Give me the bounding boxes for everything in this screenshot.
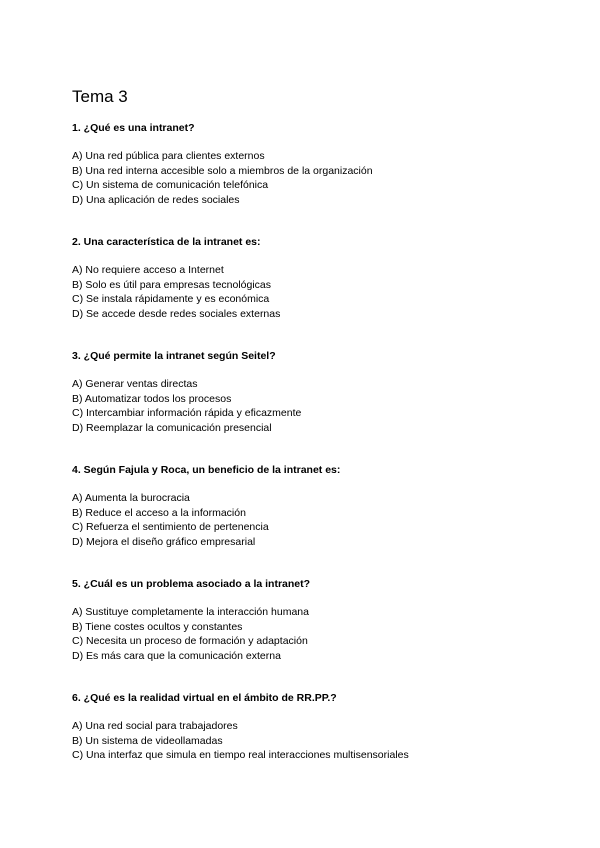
answer-options — [72, 149, 542, 208]
answer-option-d: D) Es más cara que la comunicación externa — [72, 650, 281, 663]
question-text: 4. Según Fajula y Roca, un beneficio de la intranet es: — [72, 464, 341, 476]
answer-option-a: A) Una red pública para clientes externos — [72, 150, 265, 162]
answer-option-c: C) Necesita un proceso de formación y adaptación — [72, 635, 308, 648]
answer-option-c: C) Intercambiar información rápida y eficazmente — [72, 407, 302, 420]
answer-options — [72, 605, 542, 664]
answer-option-a: A) No requiere acceso a Internet — [72, 264, 224, 276]
answer-option-c: C) Refuerza el sentimiento de pertenencia — [72, 521, 269, 534]
answer-option-b: B) Un sistema de videollamadas — [72, 734, 223, 747]
answer-options — [72, 719, 542, 763]
answer-option-a: A) Sustituye completamente la interacción humana — [72, 606, 309, 618]
question-6 — [72, 691, 542, 763]
answer-option-a: A) Generar ventas directas — [72, 378, 198, 390]
answer-option-a: A) Aumenta la burocracia — [72, 492, 190, 504]
question-3 — [72, 349, 542, 436]
question-1 — [72, 121, 542, 208]
question-2 — [72, 235, 542, 322]
page-title: Tema 3 — [72, 87, 128, 106]
question-text: 5. ¿Cuál es un problema asociado a la intranet? — [72, 578, 311, 590]
answer-option-c: C) Un sistema de comunicación telefónica — [72, 179, 269, 192]
answer-option-b: B) Automatizar todos los procesos — [72, 392, 232, 405]
answer-option-d: D) Mejora el diseño gráfico empresarial — [72, 536, 256, 549]
answer-option-b: B) Tiene costes ocultos y constantes — [72, 620, 243, 633]
question-4 — [72, 463, 542, 550]
answer-options — [72, 491, 542, 550]
answer-option-b: B) Una red interna accesible solo a miembros de la organización — [72, 164, 373, 177]
answer-option-d: D) Se accede desde redes sociales externas — [72, 308, 281, 321]
answer-option-c: C) Se instala rápidamente y es económica — [72, 293, 270, 306]
answer-option-c: C) Una interfaz que simula en tiempo real interacciones multisensoriales — [72, 749, 409, 762]
answer-option-a: A) Una red social para trabajadores — [72, 720, 238, 732]
question-text: 6. ¿Qué es la realidad virtual en el ámbito de RR.PP.? — [72, 692, 337, 704]
answer-option-d: D) Una aplicación de redes sociales — [72, 194, 240, 207]
question-text: 2. Una característica de la intranet es: — [72, 236, 261, 248]
answer-option-b: B) Reduce el acceso a la información — [72, 506, 246, 519]
answer-options — [72, 263, 542, 322]
question-text: 1. ¿Qué es una intranet? — [72, 122, 195, 134]
answer-options — [72, 377, 542, 436]
answer-option-d: D) Reemplazar la comunicación presencial — [72, 422, 272, 435]
question-text: 3. ¿Qué permite la intranet según Seitel? — [72, 350, 276, 362]
question-5 — [72, 577, 542, 664]
answer-option-b: B) Solo es útil para empresas tecnológicas — [72, 278, 272, 291]
